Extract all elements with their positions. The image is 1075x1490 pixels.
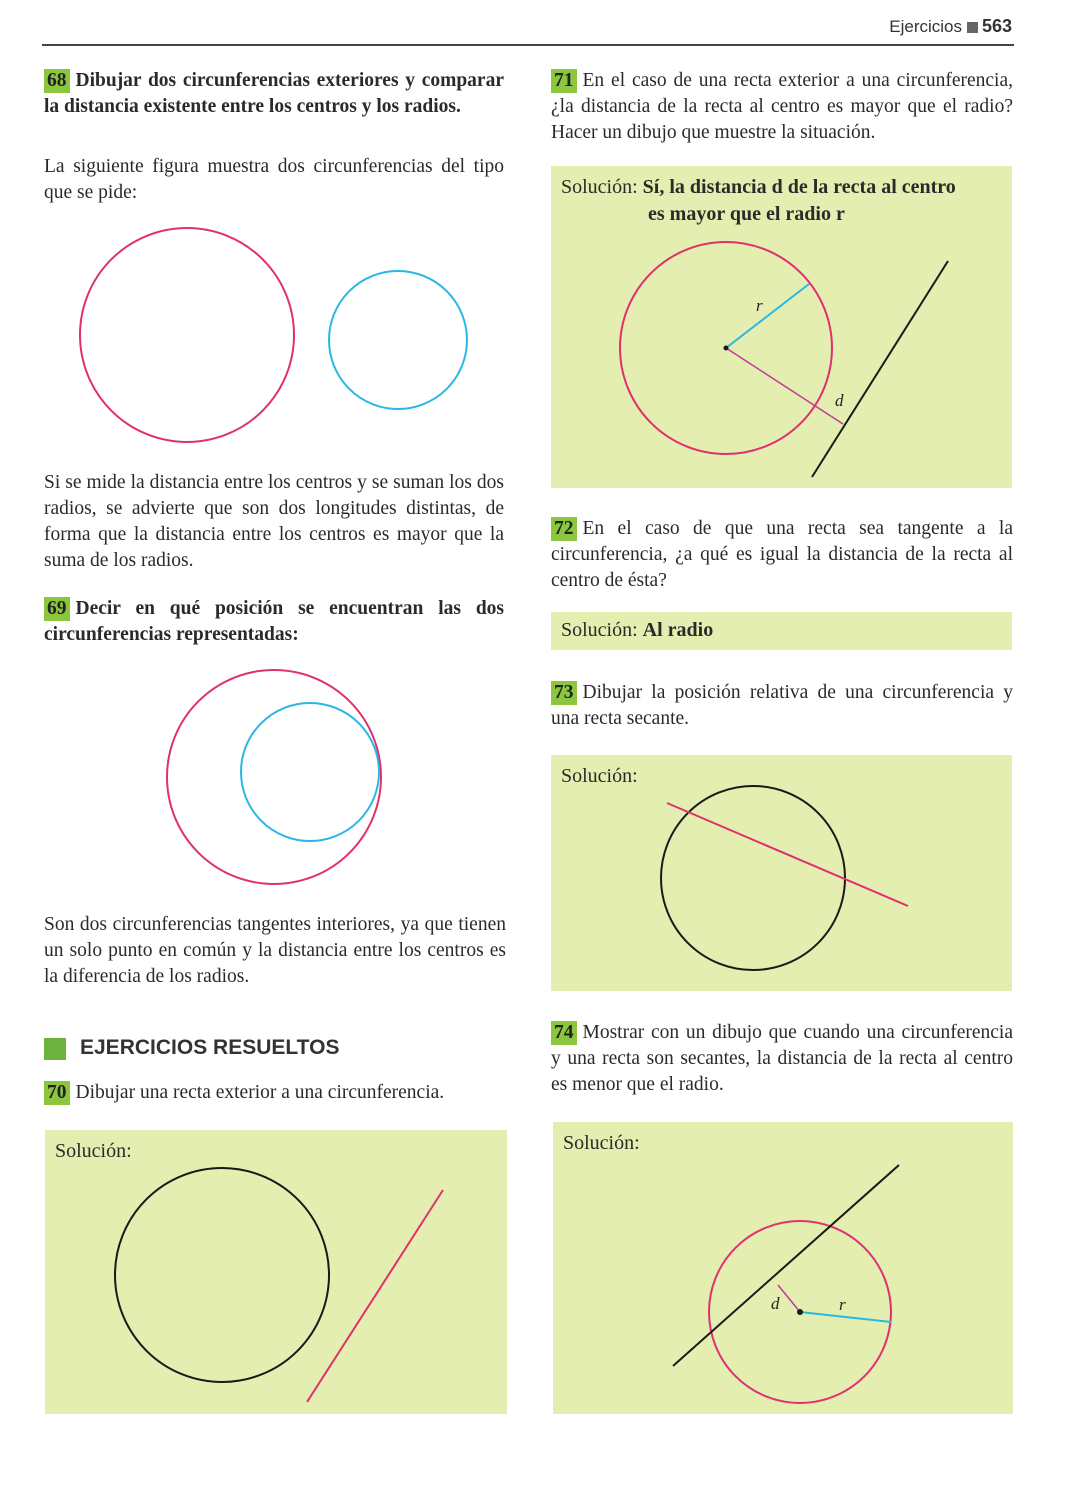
ex69-outer-circle [167,670,381,884]
ex72-solution-answer: Al radio [642,619,714,641]
ex70-circle [115,1168,329,1382]
ex69-statement [44,596,504,648]
ex71-solution-prefix: Solución: [561,176,638,198]
ex71-figure [551,166,1012,488]
ex73-figure [551,755,1012,991]
ex74-distance-d [778,1285,800,1312]
ex74-label-d: d [771,1294,780,1313]
ex72-solution-label [561,617,713,644]
ex71-solution-line2: es mayor que el radio r [648,203,845,225]
page-header [42,0,1014,46]
header-label: Ejercicios [889,17,962,36]
ex71-statement-text: En el caso de una recta exterior a una circunferencia, ¿la distancia de la recta al centro es mayor que el radio? Hacer un dibujo que muestre la situación. [551,70,1013,143]
ex74-solution-box [553,1122,1013,1414]
ex73-statement-text: Dibujar la posición relativa de una circunferencia y una recta secante. [551,682,1013,729]
ex73-statement [551,680,1013,732]
ex71-center-point [724,346,729,351]
ex71-label-d: d [835,391,844,410]
ex68-number: 68 [44,69,70,93]
ex68-figure [70,222,490,452]
ex74-center-point [797,1309,803,1315]
ex70-number: 70 [44,1081,70,1105]
ex70-statement [44,1080,504,1106]
ex71-number: 71 [551,69,577,93]
section-square-icon [44,1038,66,1060]
ex68-statement [44,68,504,120]
ex69-number: 69 [44,597,70,621]
ex70-figure [45,1130,507,1414]
ex72-statement [551,516,1013,594]
ex70-solution-label: Solución: [55,1140,132,1162]
ex74-statement-text: Mostrar con un dibujo que cuando una circunferencia y una recta son secantes, la distancia de la recta al centro es menor que el radio. [551,1022,1013,1095]
ex68-intro: La siguiente figura muestra dos circunferencias del tipo que se pide: [44,156,504,203]
ex74-statement [551,1020,1013,1098]
ex73-circle [661,786,845,970]
ex73-solution-box [551,755,1012,991]
ex68-large-circle [80,228,294,442]
ex69-figure [160,664,420,894]
ex73-number: 73 [551,681,577,705]
ex74-figure [553,1122,1013,1414]
ex69-explanation: Son dos circunferencias tangentes interiores, ya que tienen un solo punto en común y la distancia entre los centros es la diferencia de los radios. [44,914,506,987]
ex70-statement-text: Dibujar una recta exterior a una circunferencia. [75,1082,445,1103]
ex74-solution-label: Solución: [563,1132,640,1154]
header-square-icon [967,22,978,33]
ex68-explanation: Si se mide la distancia entre los centros y se suman los dos radios, se advierte que son dos longitudes distintas, de forma que la distancia entre los centros es mayor que la suma de los radios. [44,472,504,571]
section-title: EJERCICIOS RESUELTOS [80,1036,340,1059]
ex69-statement-text: Decir en qué posición se encuentran las dos circunferencias representadas: [44,598,504,645]
page-number: 563 [981,16,1012,36]
ex69-inner-circle [241,703,379,841]
ex68-small-circle [329,271,467,409]
ex74-secant-line [673,1165,899,1366]
ex73-secant-line [667,803,908,906]
ex74-number: 74 [551,1021,577,1045]
ex68-statement-text: Dibujar dos circunferencias exteriores y comparar la distancia existente entre los centros y los radios. [44,70,504,117]
ex72-statement-text: En el caso de que una recta sea tangente a la circunferencia, ¿a qué es igual la distancia de la recta al centro de ésta? [551,518,1013,591]
ex71-statement [551,68,1013,146]
ex74-label-r: r [839,1295,846,1314]
ex71-solution-box [551,166,1012,488]
ex73-solution-label: Solución: [561,765,638,787]
ex71-label-r: r [756,296,763,315]
ex72-number: 72 [551,517,577,541]
ex71-radius-r [726,284,809,348]
ex71-exterior-line [812,261,948,477]
ex70-solution-box [45,1130,507,1414]
ex72-solution-prefix: Solución: [561,619,638,641]
ex72-solution-box [551,612,1012,650]
ex71-solution-line1: Sí, la distancia d de la recta al centro [642,176,956,198]
